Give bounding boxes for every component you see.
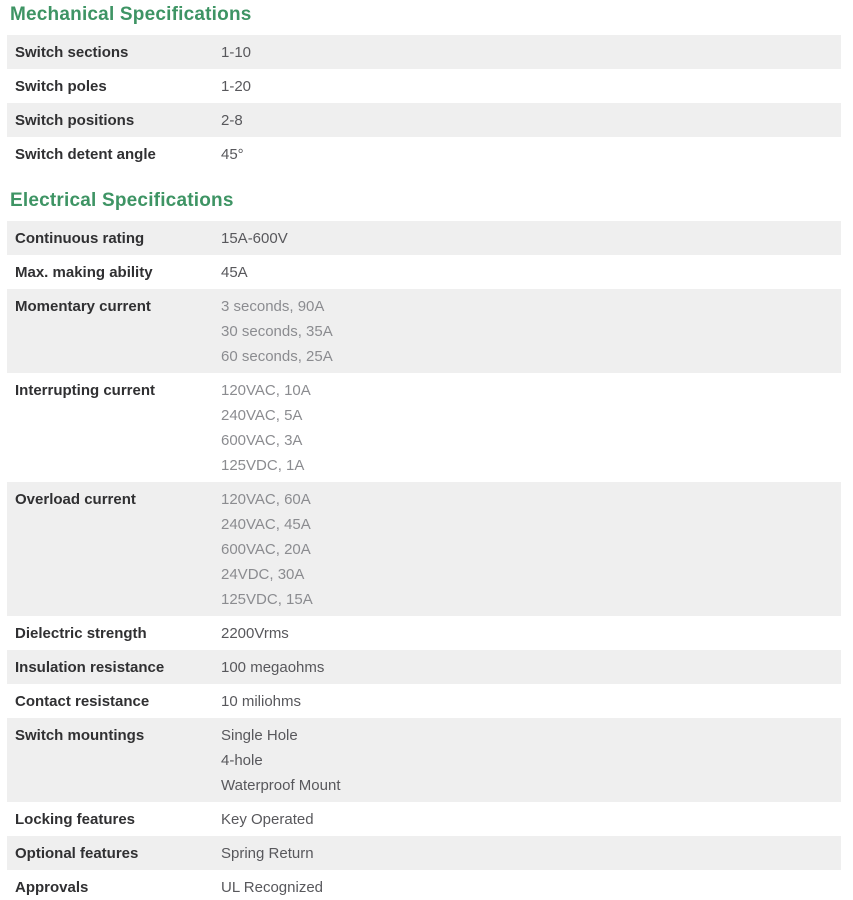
spec-values (221, 226, 841, 251)
spec-value-line: 24VDC, 30A (221, 565, 305, 583)
table-row (7, 69, 841, 103)
spec-value-line: 100 megaohms (221, 658, 325, 676)
spec-label: Dielectric strength (15, 624, 147, 642)
spec-label: Max. making ability (15, 263, 153, 281)
spec-value-line: 3 seconds, 90A (221, 297, 325, 315)
spec-values (221, 142, 841, 167)
spec-label: Switch mountings (15, 726, 145, 744)
spec-value-line: 30 seconds, 35A (221, 322, 333, 340)
spec-table (7, 221, 841, 900)
spec-values (221, 487, 841, 612)
table-row (7, 137, 841, 171)
table-row (7, 103, 841, 137)
spec-values (221, 723, 841, 798)
spec-values (221, 807, 841, 832)
table-row (7, 255, 841, 289)
spec-label: Insulation resistance (15, 658, 165, 676)
table-row (7, 616, 841, 650)
spec-values (221, 689, 841, 714)
spec-values (221, 621, 841, 646)
spec-value-line: 125VDC, 15A (221, 590, 313, 608)
spec-values (221, 294, 841, 369)
spec-value-line: Key Operated (221, 810, 314, 828)
spec-value-line: Waterproof Mount (221, 776, 341, 794)
spec-label: Locking features (15, 810, 136, 828)
spec-value-line: 2200Vrms (221, 624, 289, 642)
table-row (7, 650, 841, 684)
spec-value-line: 2-8 (221, 111, 243, 129)
spec-value-line: 45A (221, 263, 248, 281)
spec-value-line: 1-20 (221, 77, 252, 95)
spec-values (221, 74, 841, 99)
table-row (7, 870, 841, 900)
table-row (7, 684, 841, 718)
spec-value-line: 60 seconds, 25A (221, 347, 333, 365)
spec-table (7, 35, 841, 171)
spec-label: Overload current (15, 490, 136, 508)
table-row (7, 718, 841, 802)
spec-value-line: 45° (221, 145, 244, 163)
spec-value-line: 15A-600V (221, 229, 288, 247)
spec-label: Continuous rating (15, 229, 145, 247)
spec-value-line: Single Hole (221, 726, 298, 744)
spec-value-line: 4-hole (221, 751, 263, 769)
spec-value-line: 120VAC, 60A (221, 490, 311, 508)
table-row (7, 482, 841, 616)
spec-value-line: UL Recognized (221, 878, 324, 896)
spec-value-line: 600VAC, 3A (221, 431, 303, 449)
table-row (7, 289, 841, 373)
spec-label: Optional features (15, 844, 139, 862)
spec-label: Switch detent angle (15, 145, 156, 163)
spec-label: Momentary current (15, 297, 151, 315)
spec-value-line: 1-10 (221, 43, 252, 61)
spec-label: Switch positions (15, 111, 135, 129)
spec-value-line: Spring Return (221, 844, 314, 862)
spec-value-line: 600VAC, 20A (221, 540, 311, 558)
spec-value-line: 240VAC, 45A (221, 515, 311, 533)
spec-label: Switch sections (15, 43, 129, 61)
spec-label: Approvals (15, 878, 89, 896)
table-row (7, 221, 841, 255)
spec-value-line: 10 miliohms (221, 692, 302, 710)
spec-values (221, 655, 841, 680)
spec-values (221, 108, 841, 133)
table-row (7, 802, 841, 836)
spec-values (221, 40, 841, 65)
spec-label: Contact resistance (15, 692, 150, 710)
spec-label: Switch poles (15, 77, 107, 95)
section-title: Mechanical Specifications (10, 4, 252, 25)
spec-values (221, 875, 841, 900)
spec-value-line: 120VAC, 10A (221, 381, 311, 399)
spec-values (221, 378, 841, 478)
spec-value-line: 125VDC, 1A (221, 456, 305, 474)
table-row (7, 836, 841, 870)
table-row (7, 35, 841, 69)
spec-values (221, 260, 841, 285)
section-title: Electrical Specifications (10, 190, 234, 211)
spec-values (221, 841, 841, 866)
table-row (7, 373, 841, 482)
spec-label: Interrupting current (15, 381, 156, 399)
spec-value-line: 240VAC, 5A (221, 406, 303, 424)
